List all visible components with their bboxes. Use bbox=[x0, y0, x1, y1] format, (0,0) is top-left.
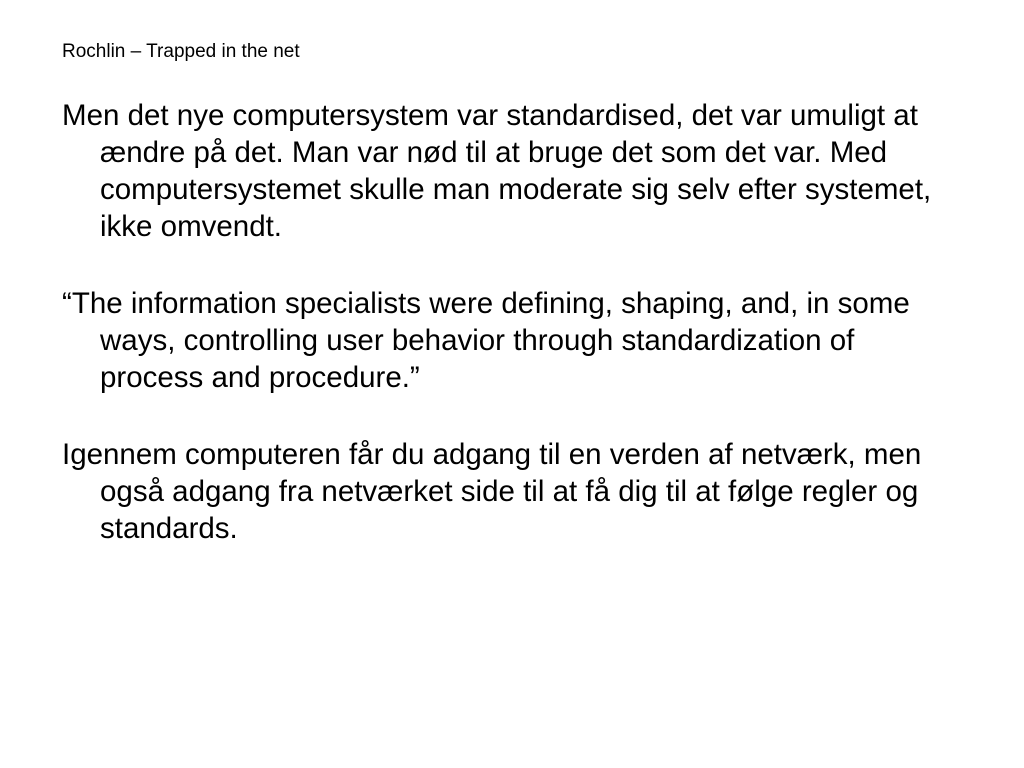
paragraph-network-access: Igennem computeren får du adgang til en verden af netværk, men også adgang fra netværket side til at få dig til at følge regler og standards. bbox=[62, 438, 922, 545]
slide-title: Rochlin – Trapped in the net bbox=[62, 41, 300, 62]
paragraph-information-specialists-quote: “The information specialists were defining, shaping, and, in some ways, controlling user behavior through standardization of process and procedure.” bbox=[62, 287, 910, 394]
slide-body bbox=[62, 97, 962, 547]
paragraph-standardised-system: Men det nye computersystem var standardised, det var umuligt at ændre på det. Man var nød til at bruge det som det var. Med computersystemet skulle man moderate sig selv efter systemet, ikke omvendt. bbox=[62, 99, 932, 243]
